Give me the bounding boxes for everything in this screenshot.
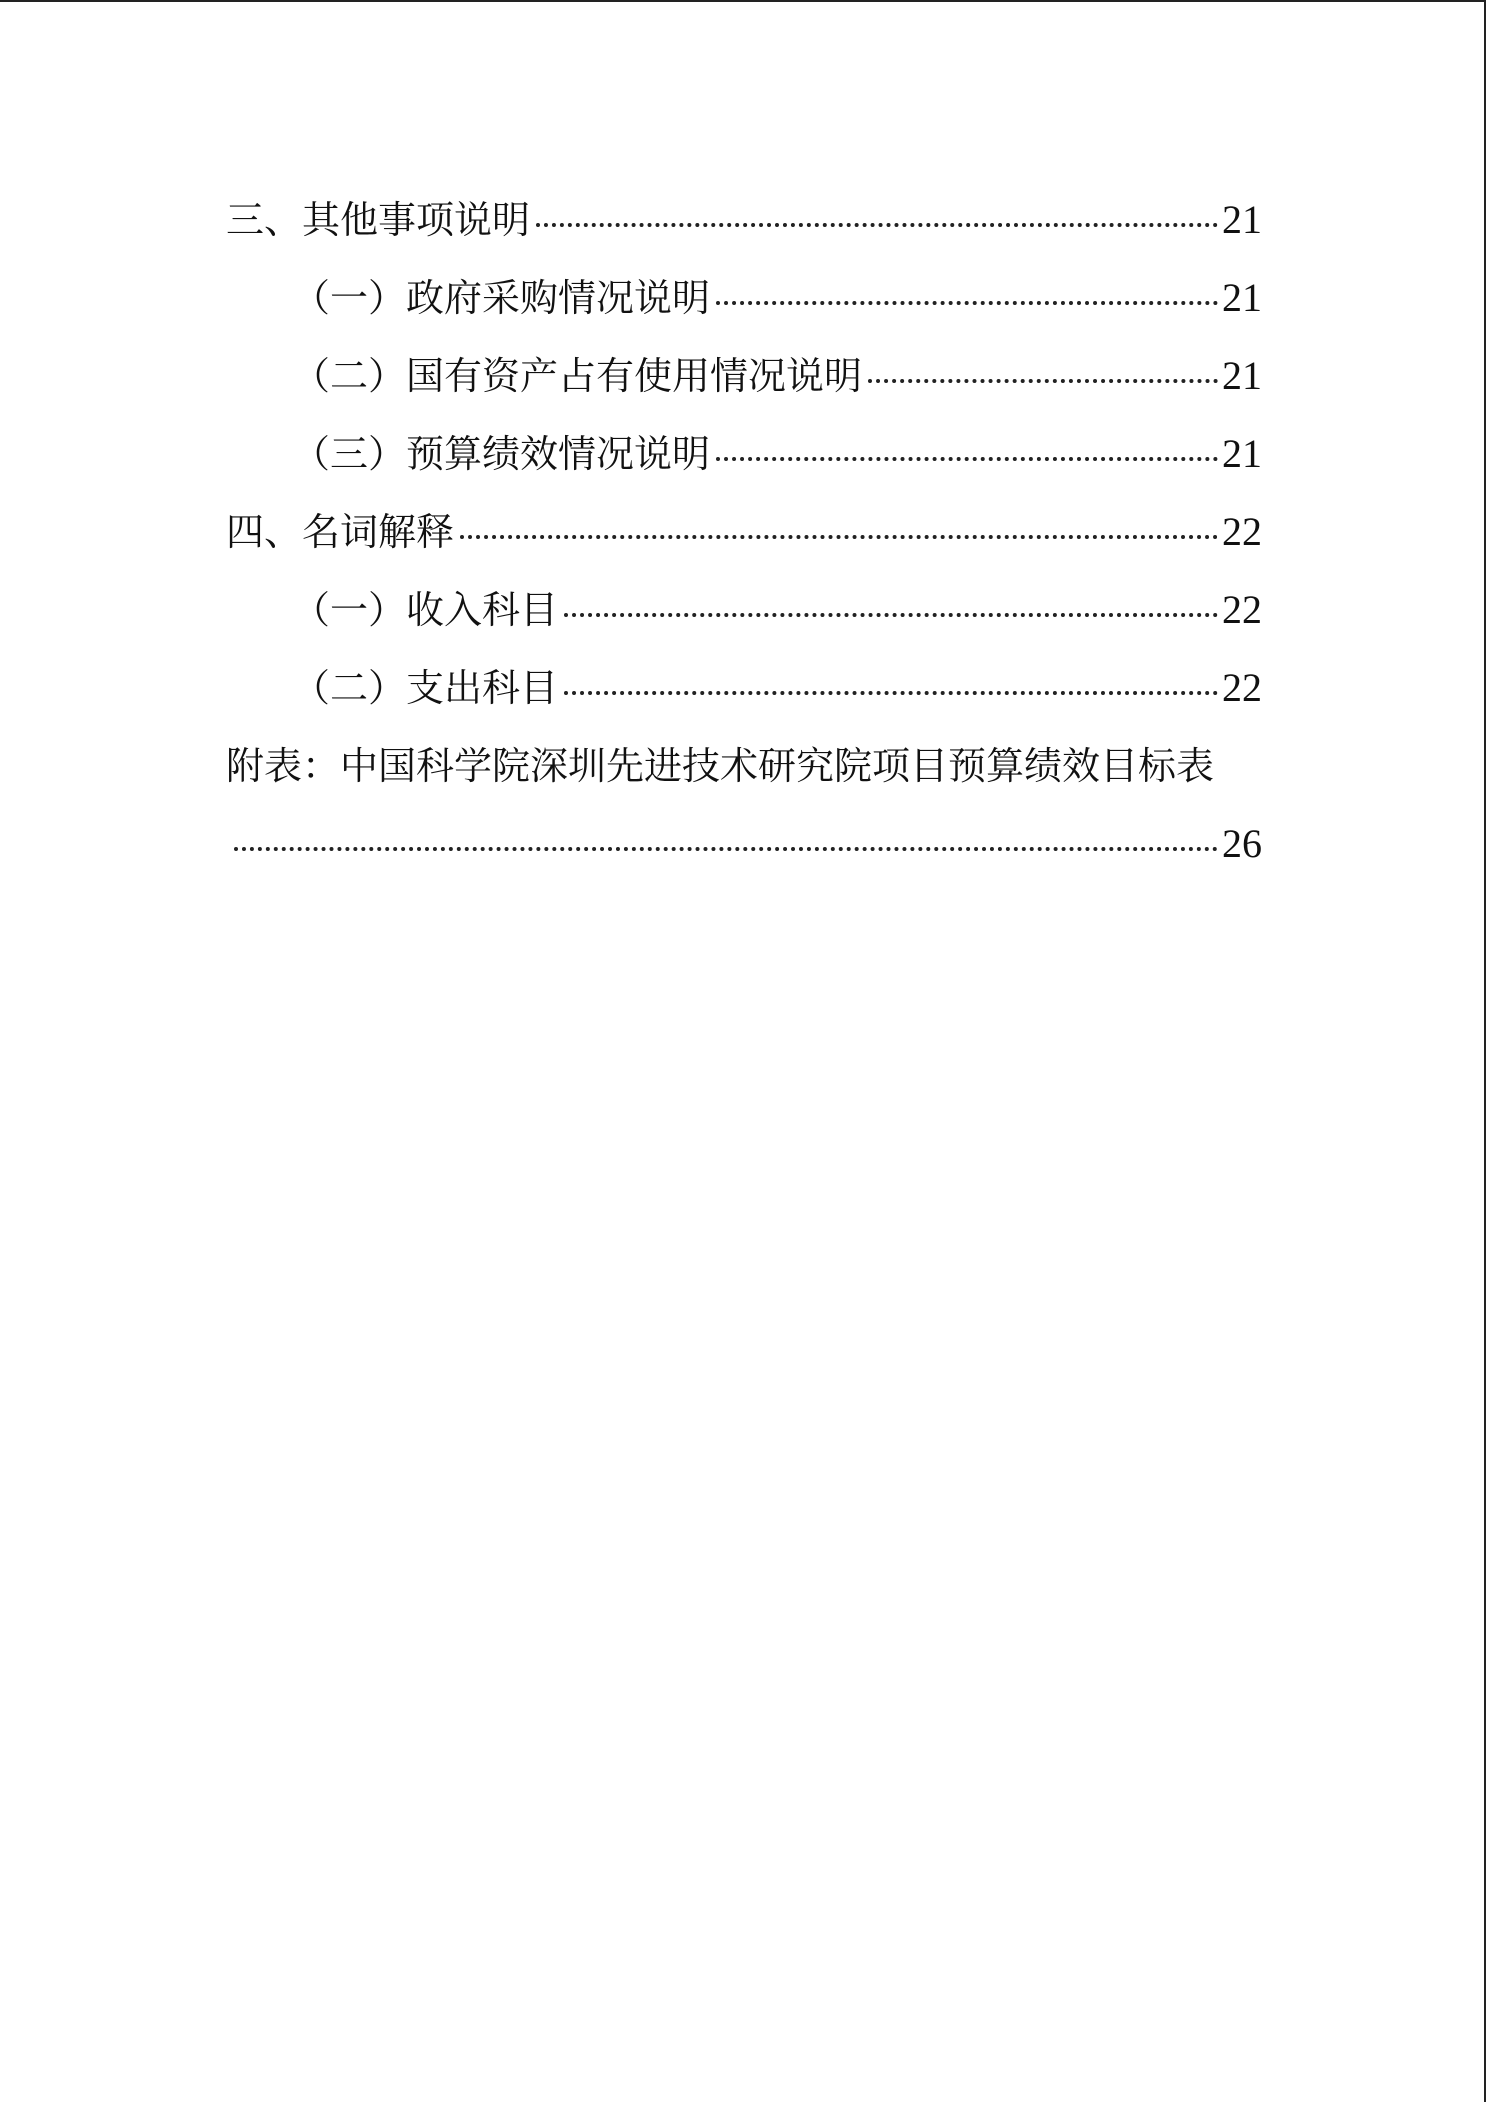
toc-entry-label: （三）预算绩效情况说明: [292, 432, 711, 476]
toc-dot-leader: [536, 223, 1218, 227]
toc-entry-budget-performance[interactable]: [226, 424, 1262, 502]
toc-page-number: 21: [1222, 275, 1262, 320]
toc-page-number: 26: [1222, 821, 1262, 866]
toc-page-number: 21: [1222, 197, 1262, 242]
toc-entry-government-procurement[interactable]: [226, 268, 1262, 346]
toc-dot-leader: [716, 301, 1218, 305]
toc-page-number: 21: [1222, 431, 1262, 476]
toc-entry-appendix-leader[interactable]: [226, 814, 1262, 892]
toc-dot-leader: [460, 535, 1218, 539]
toc-entry-label: （二）国有资产占有使用情况说明: [292, 354, 863, 398]
toc-dot-leader: [564, 691, 1218, 695]
toc-dot-leader: [234, 847, 1218, 851]
toc-entry-expenditure-items[interactable]: [226, 658, 1262, 736]
toc-page-number: 22: [1222, 665, 1262, 710]
toc-entry-label: 附表：中国科学院深圳先进技术研究院项目预算绩效目标表: [226, 744, 1215, 788]
toc-entry-label: 四、名词解释: [226, 510, 455, 554]
toc-entry-other-matters[interactable]: [226, 190, 1262, 268]
toc-page-number: 22: [1222, 509, 1262, 554]
toc-page-number: 22: [1222, 587, 1262, 632]
toc-entry-state-assets[interactable]: [226, 346, 1262, 424]
toc-dot-leader: [564, 613, 1218, 617]
toc-page-number: 21: [1222, 353, 1262, 398]
toc-entry-income-items[interactable]: [226, 580, 1262, 658]
toc-entry-label: 三、其他事项说明: [226, 198, 531, 242]
toc-entry-label: （一）收入科目: [292, 588, 559, 632]
toc-dot-leader: [716, 457, 1218, 461]
toc-entry-glossary[interactable]: [226, 502, 1262, 580]
table-of-contents: [226, 190, 1262, 892]
toc-dot-leader: [868, 379, 1218, 383]
toc-entry-label: （二）支出科目: [292, 666, 559, 710]
toc-entry-label: （一）政府采购情况说明: [292, 276, 711, 320]
toc-entry-appendix-title[interactable]: [226, 736, 1262, 814]
